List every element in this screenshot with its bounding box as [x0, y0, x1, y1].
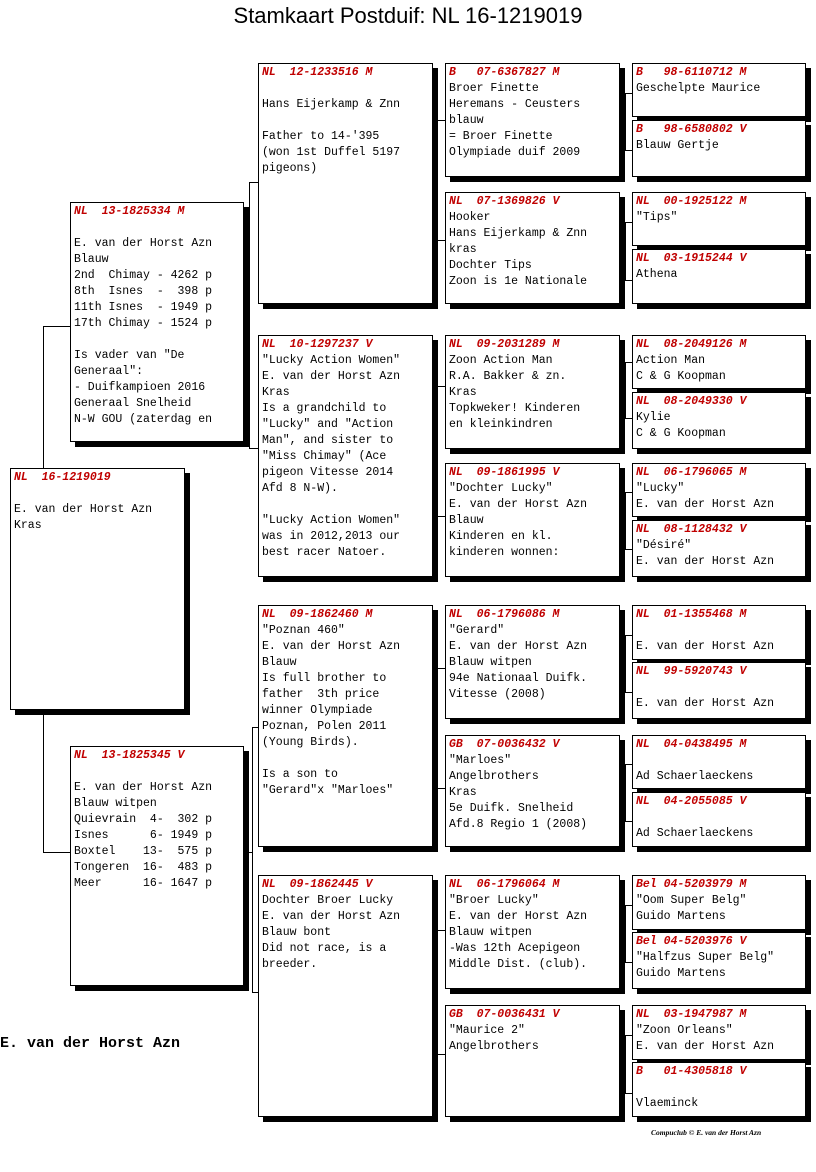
ring-number: Bel 04-5203979 M	[636, 878, 747, 891]
ring-number: NL 04-2055085 V	[636, 795, 747, 808]
great-great-grandparent-card[interactable]: B 98-6110712 M Geschelpte Maurice	[632, 63, 806, 117]
ring-number: NL 12-1233516 M	[262, 66, 373, 79]
great-grandparent-card[interactable]: NL 06-1796086 M "Gerard" E. van der Horst Azn Blauw witpen 94e Nationaal Duifk. Vitesse (2008)	[445, 605, 620, 719]
grandparent-card[interactable]: NL 12-1233516 M Hans Eijerkamp & Znn Father to 14-'395 (won 1st Duffel 5197 pigeons)	[258, 63, 433, 304]
ring-number: GB 07-0036432 V	[449, 738, 560, 751]
ring-number: B 07-6367827 M	[449, 66, 560, 79]
ring-number: NL 13-1825334 M	[74, 205, 185, 218]
great-great-grandparent-card[interactable]: NL 08-2049126 M Action Man C & G Koopman	[632, 335, 806, 389]
great-grandparent-card[interactable]: GB 07-0036432 V "Marloes" Angelbrothers Kras 5e Duifk. Snelheid Afd.8 Regio 1 (2008)	[445, 735, 620, 847]
ring-number: NL 08-1128432 V	[636, 523, 747, 536]
great-great-grandparent-card[interactable]: NL 04-2055085 V Ad Schaerlaeckens	[632, 792, 806, 847]
footer-credit: Compuclub © E. van der Horst Azn	[651, 1128, 762, 1137]
ring-number: NL 09-1861995 V	[449, 466, 560, 479]
ring-number: B 01-4305818 V	[636, 1065, 747, 1078]
great-great-grandparent-card[interactable]: NL 01-1355468 M E. van der Horst Azn	[632, 605, 806, 660]
dam-card[interactable]: NL 13-1825345 V E. van der Horst Azn Blauw witpen Quievrain 4- 302 p Isnes 6- 1949 p Boxtel 13- 575 p Tongeren 16- 483 p Meer 16- 1647 p	[70, 746, 244, 986]
ring-number: NL 10-1297237 V	[262, 338, 373, 351]
ring-number: GB 07-0036431 V	[449, 1008, 560, 1021]
great-great-grandparent-card[interactable]: Bel 04-5203979 M "Oom Super Belg" Guido Martens	[632, 875, 806, 930]
great-grandparent-card[interactable]: NL 09-1861995 V "Dochter Lucky" E. van der Horst Azn Blauw Kinderen en kl. kinderen wonnen:	[445, 463, 620, 577]
grandparent-card[interactable]: NL 09-1862460 M "Poznan 460" E. van der Horst Azn Blauw Is full brother to father 3th price winner Olympiade Poznan, Polen 2011 (Young Birds). Is a son to "Gerard"x "Marloes"	[258, 605, 433, 847]
ring-number: NL 01-1355468 M	[636, 608, 747, 621]
great-great-grandparent-card[interactable]: NL 99-5920743 V E. van der Horst Azn	[632, 662, 806, 719]
great-great-grandparent-card[interactable]: NL 08-1128432 V "Désiré" E. van der Horst Azn	[632, 520, 806, 577]
ring-number: NL 00-1925122 M	[636, 195, 747, 208]
great-great-grandparent-card[interactable]: Bel 04-5203976 V "Halfzus Super Belg" Guido Martens	[632, 932, 806, 989]
great-grandparent-card[interactable]: NL 06-1796064 M "Broer Lucky" E. van der Horst Azn Blauw witpen -Was 12th Acepigeon Middle Dist. (club).	[445, 875, 620, 989]
great-grandparent-card[interactable]: GB 07-0036431 V "Maurice 2" Angelbrothers	[445, 1005, 620, 1117]
great-great-grandparent-card[interactable]: NL 06-1796065 M "Lucky" E. van der Horst Azn	[632, 463, 806, 517]
great-grandparent-card[interactable]: NL 07-1369826 V Hooker Hans Eijerkamp & Znn kras Dochter Tips Zoon is 1e Nationale	[445, 192, 620, 304]
ring-number: NL 06-1796086 M	[449, 608, 560, 621]
great-great-grandparent-card[interactable]: NL 03-1947987 M "Zoon Orleans" E. van der Horst Azn	[632, 1005, 806, 1060]
ring-number: NL 99-5920743 V	[636, 665, 747, 678]
ring-number: NL 03-1947987 M	[636, 1008, 747, 1021]
ring-number: NL 08-2049330 V	[636, 395, 747, 408]
ring-number: B 98-6580802 V	[636, 123, 747, 136]
ring-number: NL 09-1862460 M	[262, 608, 373, 621]
ring-number: NL 06-1796064 M	[449, 878, 560, 891]
ring-number: NL 09-2031289 M	[449, 338, 560, 351]
ring-number: NL 16-1219019	[14, 471, 111, 484]
breeder-name: E. van der Horst Azn	[0, 1035, 181, 1052]
great-grandparent-card[interactable]: B 07-6367827 M Broer Finette Heremans - Ceusters blauw = Broer Finette Olympiade duif 2009	[445, 63, 620, 177]
page-title: Stamkaart Postduif: NL 16-1219019	[233, 3, 583, 28]
ring-number: NL 07-1369826 V	[449, 195, 560, 208]
ring-number: Bel 04-5203976 V	[636, 935, 747, 948]
grandparent-card[interactable]: NL 10-1297237 V "Lucky Action Women" E. van der Horst Azn Kras Is a grandchild to "Lucky" and "Action Man", and sister to "Miss Chimay" (Ace pigeon Vitesse 2014 Afd 8 N-W). "Lucky Action Women" was in 2012,2013 our best racer Natoer.	[258, 335, 433, 577]
ring-number: NL 13-1825345 V	[74, 749, 185, 762]
ring-number: B 98-6110712 M	[636, 66, 747, 79]
great-great-grandparent-card[interactable]: B 01-4305818 V Vlaeminck	[632, 1062, 806, 1117]
ring-number: NL 04-0438495 M	[636, 738, 747, 751]
great-great-grandparent-card[interactable]: NL 03-1915244 V Athena	[632, 249, 806, 304]
ring-number: NL 08-2049126 M	[636, 338, 747, 351]
subject-card[interactable]: NL 16-1219019 E. van der Horst Azn Kras	[10, 468, 185, 710]
great-great-grandparent-card[interactable]: B 98-6580802 V Blauw Gertje	[632, 120, 806, 177]
ring-number: NL 09-1862445 V	[262, 878, 373, 891]
great-great-grandparent-card[interactable]: NL 04-0438495 M Ad Schaerlaeckens	[632, 735, 806, 789]
grandparent-card[interactable]: NL 09-1862445 V Dochter Broer Lucky E. van der Horst Azn Blauw bont Did not race, is a breeder.	[258, 875, 433, 1117]
great-grandparent-card[interactable]: NL 09-2031289 M Zoon Action Man R.A. Bakker & zn. Kras Topkweker! Kinderen en kleinkindren	[445, 335, 620, 449]
ring-number: NL 03-1915244 V	[636, 252, 747, 265]
ring-number: NL 06-1796065 M	[636, 466, 747, 479]
great-great-grandparent-card[interactable]: NL 00-1925122 M "Tips"	[632, 192, 806, 246]
great-great-grandparent-card[interactable]: NL 08-2049330 V Kylie C & G Koopman	[632, 392, 806, 449]
sire-card[interactable]: NL 13-1825334 M E. van der Horst Azn Blauw 2nd Chimay - 4262 p 8th Isnes - 398 p 11th Isnes - 1949 p 17th Chimay - 1524 p Is vader van "De Generaal": - Duifkampioen 2016 Generaal Snelheid N-W GOU (zaterdag en	[70, 202, 244, 442]
